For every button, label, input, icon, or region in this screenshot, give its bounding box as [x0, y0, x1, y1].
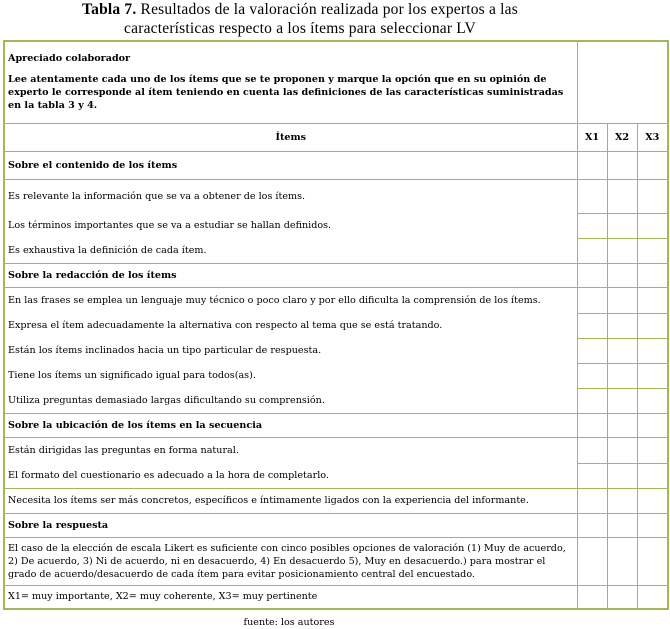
- item-text: Necesita los ítems ser más concretos, específicos e íntimamente ligados con la experiencia del informante.: [4, 488, 577, 513]
- section-title: Sobre la respuesta: [4, 513, 577, 537]
- intro-instruction: Lee atentamente cada uno de los ítems que se te proponen y marque la opción que en su opinión de experto le corresponde al ítem teniendo en cuenta las definiciones de las características suministradas en la tabla 3 y 4.: [8, 74, 564, 111]
- rating-cell-x2[interactable]: [607, 585, 637, 609]
- item-row: [4, 338, 668, 363]
- rating-cell-x2[interactable]: [607, 388, 637, 413]
- rating-cell-x3[interactable]: [637, 313, 668, 338]
- header-x1: X1: [577, 123, 607, 151]
- section-row-content: [4, 151, 668, 179]
- item-text: Es exhaustiva la definición de cada ítem.: [4, 238, 577, 263]
- legend-row: [4, 585, 668, 609]
- item-row: [4, 537, 668, 585]
- section-row-writing: [4, 263, 668, 287]
- rating-cell-x1[interactable]: [577, 388, 607, 413]
- rating-cell-x2[interactable]: [607, 413, 637, 437]
- rating-cell-x2[interactable]: [607, 179, 637, 213]
- rating-cell-x1[interactable]: [577, 513, 607, 537]
- rating-cell-x3[interactable]: [637, 179, 668, 213]
- rating-cell-x3[interactable]: [637, 413, 668, 437]
- section-row-response: [4, 513, 668, 537]
- item-text: Utiliza preguntas demasiado largas dificultando su comprensión.: [4, 388, 577, 413]
- rating-cell-x2[interactable]: [607, 213, 637, 238]
- rating-cell-x3[interactable]: [637, 488, 668, 513]
- legend-text: X1= muy importante, X2= muy coherente, X3= muy pertinente: [4, 585, 577, 609]
- rating-cell-x2[interactable]: [607, 513, 637, 537]
- rating-cell-x2[interactable]: [607, 263, 637, 287]
- header-x3: X3: [637, 123, 668, 151]
- item-text: Tiene los ítems un significado igual para todos(as).: [4, 363, 577, 388]
- item-text: El caso de la elección de escala Likert es suficiente con cinco posibles opciones de valoración (1) Muy de acuerdo, 2) De acuerdo, 3) Ni de acuerdo, ni en desacuerdo, 4) En desacuerdo 5), Muy en desacuerdo.) para mostrar el grado de acuerdo/desacuerdo de cada ítem para evitar posicionamiento central del encuestado.: [4, 537, 577, 585]
- item-text: Es relevante la información que se va a obtener de los ítems.: [4, 179, 577, 213]
- caption-line2: características respecto a los ítems para seleccionar LV: [124, 20, 476, 37]
- rating-cell-x1[interactable]: [577, 537, 607, 585]
- item-text: Están los ítems inclinados hacia un tipo particular de respuesta.: [4, 338, 577, 363]
- item-row: [4, 463, 668, 488]
- rating-cell-x3[interactable]: [637, 388, 668, 413]
- item-text: Están dirigidas las preguntas en forma natural.: [4, 437, 577, 463]
- rating-cell-x3[interactable]: [637, 463, 668, 488]
- caption-line1: Resultados de la valoración realizada por los expertos a las: [140, 1, 518, 18]
- item-row: [4, 213, 668, 238]
- rating-cell-x2[interactable]: [607, 537, 637, 585]
- item-row: [4, 363, 668, 388]
- rating-cell-x3[interactable]: [637, 213, 668, 238]
- rating-cell-x1[interactable]: [577, 179, 607, 213]
- item-row: [4, 287, 668, 313]
- rating-cell-x1[interactable]: [577, 313, 607, 338]
- item-text: El formato del cuestionario es adecuado a la hora de completarlo.: [4, 463, 577, 488]
- evaluation-table: [3, 40, 669, 610]
- rating-cell-x3[interactable]: [637, 437, 668, 463]
- section-title: Sobre la redacción de los ítems: [4, 263, 577, 287]
- header-row: [4, 123, 668, 151]
- rating-cell-x1[interactable]: [577, 363, 607, 388]
- intro-greeting: Apreciado colaborador: [8, 53, 131, 64]
- rating-cell-x1[interactable]: [577, 263, 607, 287]
- source-note: fuente: los autores: [243, 617, 335, 628]
- rating-cell-x3[interactable]: [637, 585, 668, 609]
- rating-cell-x1[interactable]: [577, 151, 607, 179]
- header-x2: X2: [607, 123, 637, 151]
- item-text: En las frases se emplea un lenguaje muy técnico o poco claro y por ello dificulta la comprensión de los ítems.: [4, 287, 577, 313]
- rating-cell-x3[interactable]: [637, 287, 668, 313]
- header-items: Ítems: [4, 123, 577, 151]
- rating-cell-x3[interactable]: [637, 513, 668, 537]
- rating-cell-x1[interactable]: [577, 488, 607, 513]
- rating-cell-x3[interactable]: [637, 363, 668, 388]
- table-caption: [0, 0, 600, 38]
- item-row: [4, 179, 668, 213]
- rating-cell-x1[interactable]: [577, 287, 607, 313]
- rating-cell-x3[interactable]: [637, 537, 668, 585]
- rating-cell-x1[interactable]: [577, 213, 607, 238]
- intro-row: [4, 41, 668, 123]
- rating-cell-x1[interactable]: [577, 585, 607, 609]
- rating-cell-x3[interactable]: [637, 263, 668, 287]
- section-row-order: [4, 413, 668, 437]
- rating-cell-x2[interactable]: [607, 287, 637, 313]
- section-title: Sobre el contenido de los ítems: [4, 151, 577, 179]
- rating-cell-x3[interactable]: [637, 338, 668, 363]
- rating-cell-x1[interactable]: [577, 338, 607, 363]
- item-row: [4, 388, 668, 413]
- rating-cell-x2[interactable]: [607, 338, 637, 363]
- section-title: Sobre la ubicación de los ítems en la secuencia: [4, 413, 577, 437]
- rating-cell-x2[interactable]: [607, 463, 637, 488]
- rating-cell-x2[interactable]: [607, 488, 637, 513]
- rating-cell-x1[interactable]: [577, 463, 607, 488]
- rating-cell-x1[interactable]: [577, 238, 607, 263]
- item-row: [4, 238, 668, 263]
- intro-cell: [4, 41, 577, 123]
- caption-label: Tabla 7.: [82, 1, 137, 18]
- rating-cell-x3[interactable]: [637, 238, 668, 263]
- rating-cell-x1[interactable]: [577, 413, 607, 437]
- rating-cell-x2[interactable]: [607, 151, 637, 179]
- item-text: Los términos importantes que se va a estudiar se hallan definidos.: [4, 213, 577, 238]
- rating-cell-x2[interactable]: [607, 238, 637, 263]
- rating-cell-x3[interactable]: [637, 151, 668, 179]
- rating-cell-x2[interactable]: [607, 363, 637, 388]
- rating-cell-x2[interactable]: [607, 437, 637, 463]
- item-text: Expresa el ítem adecuadamente la alternativa con respecto al tema que se está tratando.: [4, 313, 577, 338]
- item-row: [4, 488, 668, 513]
- intro-blank-cell: [577, 41, 668, 123]
- rating-cell-x1[interactable]: [577, 437, 607, 463]
- rating-cell-x2[interactable]: [607, 313, 637, 338]
- item-row: [4, 313, 668, 338]
- item-row: [4, 437, 668, 463]
